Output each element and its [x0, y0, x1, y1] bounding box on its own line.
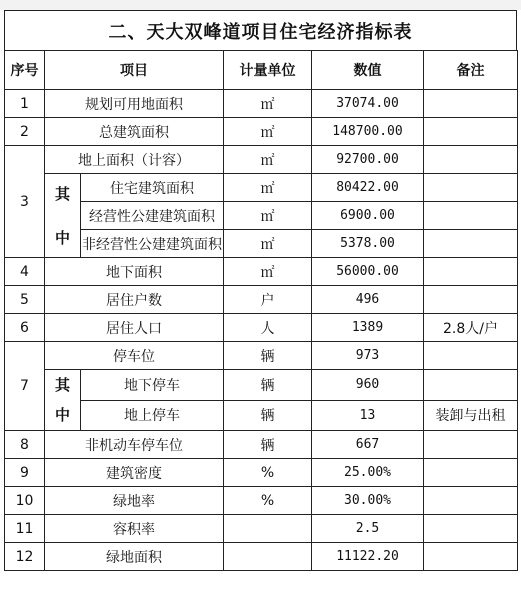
cell-value: 13 [312, 400, 424, 431]
cell-note [424, 459, 518, 487]
cell-value: 5378.00 [312, 230, 424, 258]
cell-item: 地上停车 [81, 400, 224, 431]
cell-value: 92700.00 [312, 146, 424, 174]
cell-note: 装卸与出租 [424, 400, 518, 431]
cell-item: 地下面积 [45, 258, 224, 286]
table-row [5, 487, 518, 515]
cell-seq: 10 [5, 487, 45, 515]
cell-item: 绿地面积 [45, 543, 224, 571]
group-label-qi: 其 [54, 376, 70, 394]
cell-value: 496 [312, 286, 424, 314]
cell-seq: 9 [5, 459, 45, 487]
cell-value: 30.00% [312, 487, 424, 515]
cell-item: 经营性公建建筑面积 [81, 202, 224, 230]
header-note: 备注 [424, 51, 518, 90]
table-row [5, 543, 518, 571]
cell-unit [224, 543, 312, 571]
cell-unit: ㎡ [224, 118, 312, 146]
cell-unit: % [224, 459, 312, 487]
cell-seq: 7 [5, 342, 45, 431]
table-row [5, 202, 518, 230]
cell-unit: ㎡ [224, 146, 312, 174]
cell-seq: 2 [5, 118, 45, 146]
cell-note [424, 258, 518, 286]
cell-item: 地下停车 [81, 370, 224, 401]
cell-item: 建筑密度 [45, 459, 224, 487]
cell-value: 56000.00 [312, 258, 424, 286]
cell-item: 容积率 [45, 515, 224, 543]
cell-note [424, 431, 518, 459]
cell-value: 148700.00 [312, 118, 424, 146]
table-row [5, 258, 518, 286]
table-row [5, 459, 518, 487]
cell-unit: 辆 [224, 400, 312, 431]
cell-value: 6900.00 [312, 202, 424, 230]
cell-value: 1389 [312, 314, 424, 342]
group-label-cell [45, 370, 81, 431]
cell-value: 973 [312, 342, 424, 370]
header-value: 数值 [312, 51, 424, 90]
table-row [5, 342, 518, 370]
table-row [5, 314, 518, 342]
table-row [5, 146, 518, 174]
cell-item: 规划可用地面积 [45, 90, 224, 118]
cell-unit: ㎡ [224, 90, 312, 118]
cell-item: 地上面积（计容） [45, 146, 224, 174]
cell-item: 绿地率 [45, 487, 224, 515]
cell-note [424, 286, 518, 314]
table-row [5, 174, 518, 202]
cell-item: 非经营性公建建筑面积 [81, 230, 224, 258]
table-row [5, 118, 518, 146]
cell-value: 11122.20 [312, 543, 424, 571]
top-strip [0, 0, 521, 10]
cell-value: 2.5 [312, 515, 424, 543]
cell-note [424, 146, 518, 174]
cell-unit [224, 515, 312, 543]
header-seq: 序号 [5, 51, 45, 90]
cell-note [424, 202, 518, 230]
cell-note [424, 118, 518, 146]
cell-seq: 12 [5, 543, 45, 571]
cell-value: 667 [312, 431, 424, 459]
table-row [5, 370, 518, 401]
cell-unit: 人 [224, 314, 312, 342]
table-row [5, 90, 518, 118]
cell-seq: 4 [5, 258, 45, 286]
cell-item: 住宅建筑面积 [81, 174, 224, 202]
table-row [5, 431, 518, 459]
cell-unit: ㎡ [224, 174, 312, 202]
table-title: 二、天大双峰道项目住宅经济指标表 [4, 10, 517, 50]
cell-value: 960 [312, 370, 424, 401]
group-label-cell [45, 174, 81, 258]
table-row [5, 230, 518, 258]
header-unit: 计量单位 [224, 51, 312, 90]
cell-note [424, 90, 518, 118]
header-row [5, 51, 518, 90]
cell-value: 25.00% [312, 459, 424, 487]
table-row [5, 400, 518, 431]
cell-note [424, 230, 518, 258]
table-row [5, 286, 518, 314]
group-label-zhong: 中 [54, 228, 70, 247]
cell-unit: ㎡ [224, 230, 312, 258]
cell-value: 80422.00 [312, 174, 424, 202]
cell-note [424, 487, 518, 515]
group-label-zhong: 中 [54, 406, 70, 424]
cell-unit: % [224, 487, 312, 515]
group-label-qi: 其 [54, 184, 70, 203]
cell-note [424, 342, 518, 370]
cell-note [424, 174, 518, 202]
cell-note: 2.8人/户 [424, 314, 518, 342]
cell-value: 37074.00 [312, 90, 424, 118]
cell-unit: 辆 [224, 342, 312, 370]
cell-seq: 6 [5, 314, 45, 342]
cell-seq: 8 [5, 431, 45, 459]
cell-unit: ㎡ [224, 258, 312, 286]
cell-item: 停车位 [45, 342, 224, 370]
cell-item: 总建筑面积 [45, 118, 224, 146]
header-item: 项目 [45, 51, 224, 90]
cell-seq: 11 [5, 515, 45, 543]
economic-indicators-table [4, 50, 518, 571]
cell-unit: ㎡ [224, 202, 312, 230]
cell-seq: 3 [5, 146, 45, 258]
cell-item: 居住人口 [45, 314, 224, 342]
cell-note [424, 543, 518, 571]
cell-seq: 5 [5, 286, 45, 314]
cell-unit: 户 [224, 286, 312, 314]
cell-item: 居住户数 [45, 286, 224, 314]
cell-seq: 1 [5, 90, 45, 118]
table-row [5, 515, 518, 543]
cell-unit: 辆 [224, 431, 312, 459]
cell-unit: 辆 [224, 370, 312, 401]
cell-note [424, 370, 518, 401]
cell-note [424, 515, 518, 543]
cell-item: 非机动车停车位 [45, 431, 224, 459]
